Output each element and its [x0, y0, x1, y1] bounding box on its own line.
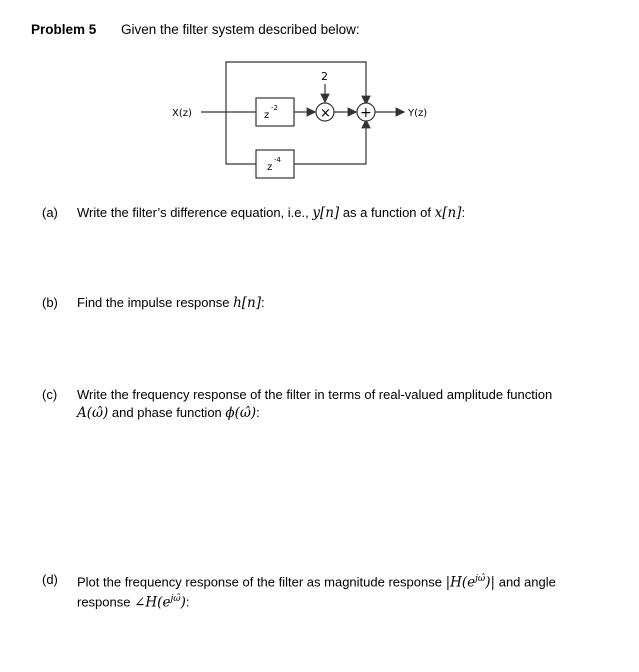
delay-z-minus-4-block — [256, 150, 294, 178]
adder-symbol: + — [360, 105, 372, 121]
part-d-line2 — [77, 590, 189, 611]
gain-label: 2 — [321, 70, 328, 83]
part-a-text-1: Write the filter’s difference equation, i.e., — [77, 205, 313, 220]
delay2-label: z — [267, 162, 273, 173]
part-c-line1: Write the frequency response of the filter in terms of real-valued amplitude function — [77, 387, 553, 402]
part-d-math-angle: ∠H(e — [134, 594, 171, 611]
part-c-line2 — [77, 404, 260, 422]
part-b-text — [77, 294, 265, 312]
delay2-exponent: -4 — [274, 156, 281, 164]
part-d-text-4: : — [185, 594, 190, 610]
problem-label: Problem 5 — [31, 22, 97, 37]
part-b-text-1: Find the impulse response — [77, 295, 234, 310]
part-b-math-h: h[n] — [233, 295, 262, 311]
output-label: Y(z) — [408, 108, 428, 119]
part-d-text-3: response — [77, 594, 135, 610]
delay1-exponent: -2 — [271, 104, 278, 112]
delay1-label: z — [264, 110, 270, 121]
part-a-text-2: as a function of — [339, 205, 435, 220]
filter-block-diagram — [160, 60, 460, 190]
part-a-math-y: y[n] — [312, 205, 340, 221]
delay-z-minus-2-block — [256, 98, 294, 126]
input-label: X(z) — [172, 108, 192, 119]
bottom-path-out — [294, 120, 366, 164]
top-direct-path — [226, 62, 366, 112]
part-a-math-x: x[n] — [434, 205, 462, 221]
part-d-label: (d) — [42, 572, 58, 587]
part-d-line1 — [77, 570, 556, 591]
part-c-text-2: and phase function — [108, 405, 226, 420]
part-d-math-magnitude-sup: jω̂ — [475, 574, 486, 584]
multiplier-symbol: × — [320, 106, 331, 121]
part-a-text-3: : — [461, 205, 466, 220]
part-c-text-3: : — [256, 405, 260, 420]
part-b-text-2: : — [261, 295, 265, 310]
part-a-text — [77, 204, 465, 222]
part-d-math-magnitude-end: )| — [485, 574, 496, 591]
part-d-text-2: and angle — [495, 574, 556, 590]
problem-intro: Given the filter system described below: — [121, 22, 360, 37]
bottom-path-in — [226, 112, 256, 164]
part-c-label: (c) — [42, 387, 58, 402]
part-a-label: (a) — [42, 205, 58, 220]
part-b-label: (b) — [42, 295, 58, 310]
part-d-math-angle-end: ) — [180, 594, 186, 611]
part-c-math-phase: ϕ(ω̂) — [225, 405, 257, 421]
part-d-math-angle-sup: jω̂ — [170, 594, 181, 604]
part-d-math-magnitude: |H(e — [445, 574, 476, 591]
part-d-text-1: Plot the frequency response of the filter as magnitude response — [77, 574, 446, 590]
part-c-math-amplitude: A(ω̂) — [77, 405, 109, 421]
